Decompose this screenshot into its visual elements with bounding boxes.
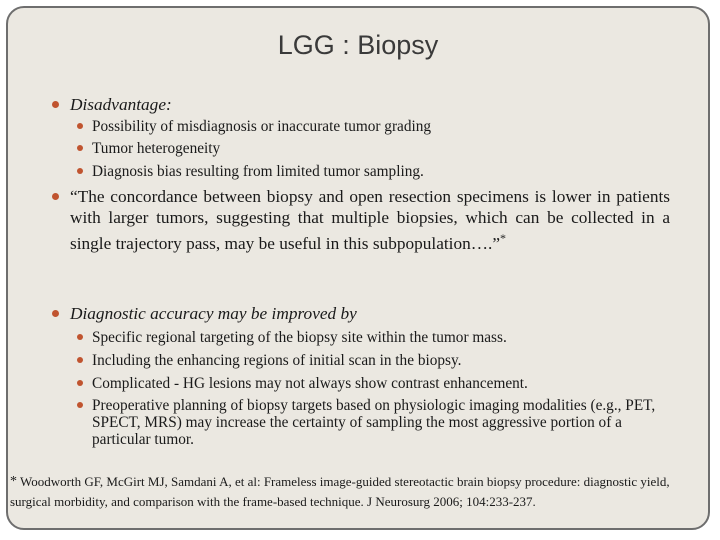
bullet-dot-icon	[52, 310, 59, 317]
sub-bullet-text: Possibility of misdiagnosis or inaccurate tumor grading	[92, 118, 432, 135]
bullet-quote	[70, 186, 670, 254]
section-heading-diagnostic-accuracy: Diagnostic accuracy may be improved by	[70, 304, 357, 323]
sub-bullet-item	[92, 375, 682, 392]
bullet-dot-icon	[77, 123, 83, 129]
bullet-dot-icon	[52, 193, 59, 200]
sub-bullet-item	[92, 163, 682, 180]
slide-title: LGG : Biopsy	[277, 30, 439, 60]
bullet-diagnostic-accuracy	[70, 303, 670, 324]
bullet-disadvantage	[70, 94, 670, 115]
sub-bullet-item	[92, 397, 672, 448]
quote-text: “The concordance between biopsy and open resection specimens is lower in patients with larger tumors, suggesting that multiple biopsies, which can be collected in a single trajectory pass, may be useful in this subpopulation….”	[70, 187, 670, 253]
sub-bullet-text: Including the enhancing regions of initial scan in the biopsy.	[92, 352, 462, 369]
bullet-dot-icon	[52, 101, 59, 108]
bullet-dot-icon	[77, 334, 83, 340]
footnote-marker: *	[10, 474, 17, 489]
footnote-text: Woodworth GF, McGirt MJ, Samdani A, et al: Frameless image-guided stereotactic brain biopsy procedure: diagnostic yield, surgical morbidity, and comparison with the frame-based technique. J Neurosurg 2006; 104:233-237.	[10, 474, 670, 509]
sub-bullet-text: Diagnosis bias resulting from limited tumor sampling.	[92, 163, 424, 180]
bullet-dot-icon	[77, 357, 83, 363]
slide	[6, 6, 710, 530]
footnote	[10, 472, 700, 512]
bullet-dot-icon	[77, 168, 83, 174]
sub-bullet-text: Tumor heterogeneity	[92, 140, 221, 157]
sub-bullet-item	[92, 118, 682, 135]
sub-bullet-item	[92, 329, 682, 346]
section-heading-disadvantage: Disadvantage:	[70, 95, 172, 114]
bullet-dot-icon	[77, 380, 83, 386]
bullet-dot-icon	[77, 145, 83, 151]
sub-bullet-text: Preoperative planning of biopsy targets based on physiologic imaging modalities (e.g., PET, SPECT, MRS) may increase the certainty of sampling the most aggressive portion of a particular tumor.	[92, 397, 656, 448]
sub-bullet-text: Specific regional targeting of the biopsy site within the tumor mass.	[92, 329, 507, 346]
sub-bullet-item	[92, 352, 682, 369]
sub-bullet-item	[92, 140, 682, 157]
sub-bullet-text: Complicated - HG lesions may not always show contrast enhancement.	[92, 375, 528, 392]
bullet-dot-icon	[77, 402, 83, 408]
quote-footnote-marker: *	[500, 231, 507, 245]
